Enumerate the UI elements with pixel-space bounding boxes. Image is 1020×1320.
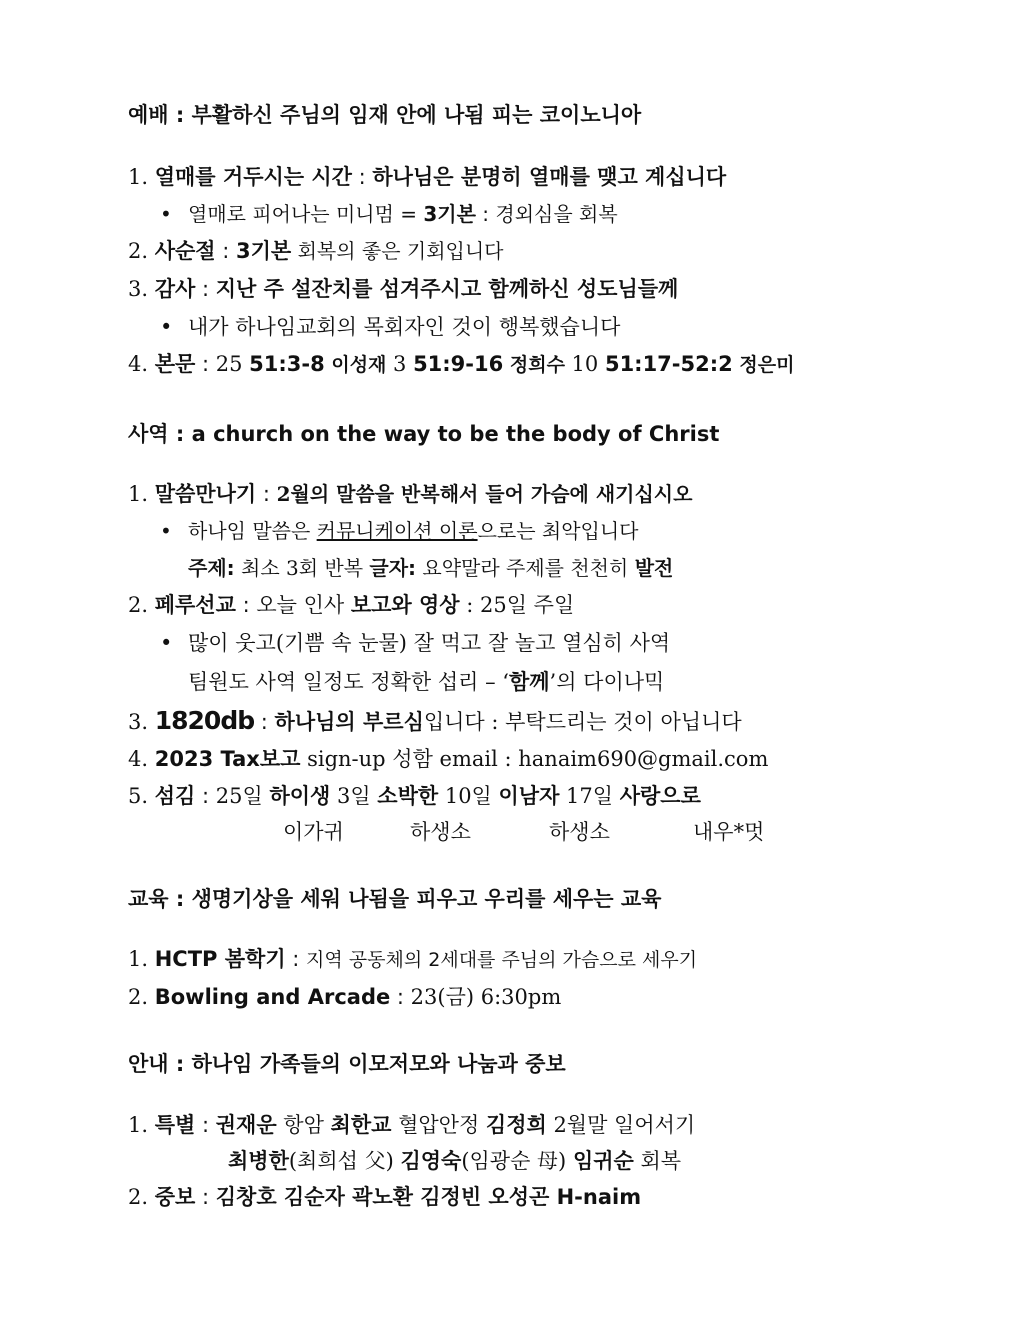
reader: 정은미 <box>732 354 795 376</box>
ministry-item-1-bullet <box>160 517 638 545</box>
label-theme: 주제: <box>188 556 235 580</box>
text-bold: 보고와 영상 <box>350 593 460 617</box>
item-number: 2. <box>128 985 149 1009</box>
text: 혈압안정 <box>391 1113 486 1137</box>
bullet-underline: 커뮤니케이션 이론 <box>316 519 478 543</box>
bullet-text-post: 으로는 최악입니다 <box>477 519 639 543</box>
item-separator: : <box>215 239 237 263</box>
item-text: 23(금) 6:30pm <box>410 985 562 1009</box>
bullet-icon: • <box>160 315 173 339</box>
group-name: 이남자 <box>498 784 560 808</box>
date: 3일 <box>330 784 378 808</box>
ministry-heading: 사역 : a church on the way to be the body of Christ <box>128 422 720 446</box>
worship-item-3-bullet <box>160 313 620 341</box>
item-text: 2월의 말씀을 반복해서 들어 가슴에 새기십시오 <box>276 482 693 506</box>
bullet-icon: • <box>160 519 172 543</box>
person-name: 김영숙 <box>400 1149 462 1173</box>
bullet-text: 내가 하나임교회의 목회자인 것이 행복했습니다 <box>188 315 621 339</box>
text: ’의 다이나믹 <box>549 670 665 694</box>
item-text: 회복의 좋은 기회입니다 <box>291 239 504 263</box>
worship-item-2 <box>128 237 504 265</box>
text-bold: 하나님의 부르심 <box>274 710 424 734</box>
worship-item-1-bullet <box>160 200 618 228</box>
item-title: 2023 Tax보고 <box>154 747 301 771</box>
reader: 이성재 <box>324 354 394 376</box>
item-title: HCTP 봄학기 <box>154 947 286 971</box>
text: 팀원도 사역 일정도 정확한 섭리 – ‘ <box>188 670 509 694</box>
education-heading: 교육 : 생명기상을 세워 나됨을 피우고 우리를 세우는 교육 <box>128 887 662 911</box>
item-number: 2. <box>128 1185 149 1209</box>
bullet-icon: • <box>160 631 173 655</box>
item-separator: : <box>195 1185 216 1209</box>
verse: 51:3-8 <box>249 352 325 376</box>
text-bold: 함께 <box>508 670 550 694</box>
item-bold: 3기본 <box>236 239 292 263</box>
ministry-item-5-sub-2: 하생소 <box>410 820 471 844</box>
notice-heading: 안내 : 하나임 가족들의 이모저모와 나눔과 중보 <box>128 1052 566 1076</box>
ministry-item-2-bullet <box>160 629 670 657</box>
person-name: 권재운 <box>215 1113 277 1137</box>
label-develop: 발전 <box>634 556 674 580</box>
item-number: 2. <box>128 593 149 617</box>
item-title: 중보 <box>154 1185 196 1209</box>
ministry-item-4 <box>128 745 768 773</box>
education-item-2 <box>128 983 561 1011</box>
text: 회복 <box>633 1149 682 1173</box>
item-number: 2. <box>128 239 149 263</box>
ministry-item-5-sub-3: 하생소 <box>549 820 610 844</box>
text: 항암 <box>276 1113 331 1137</box>
date: 17일 <box>559 784 620 808</box>
bullet-text: 많이 웃고(기쁨 속 눈물) 잘 먹고 잘 놀고 열심히 사역 <box>188 631 671 655</box>
person-name: 최병한 <box>228 1149 289 1173</box>
1820db-logo: 1820db <box>154 706 255 735</box>
item-separator: : <box>235 593 257 617</box>
item-separator: : <box>351 165 373 189</box>
item-separator: : <box>254 710 275 734</box>
item-separator: : <box>195 352 216 376</box>
item-separator: : <box>195 1113 216 1137</box>
item-title: 페루선교 <box>154 593 236 617</box>
worship-item-4 <box>128 350 794 379</box>
item-title: 본문 <box>154 352 196 376</box>
item-number: 3. <box>128 710 149 734</box>
item-separator: : <box>390 985 411 1009</box>
worship-item-3 <box>128 275 678 303</box>
ministry-item-5 <box>128 782 701 810</box>
ministry-item-5-sub-4: 내우*멋 <box>693 820 765 844</box>
label-letter: 글자: <box>369 556 417 580</box>
date: 3 <box>393 352 414 376</box>
bullet-text: 열매로 피어나는 미니멈 = <box>188 202 424 226</box>
text: : 25일 주일 <box>459 593 575 617</box>
date: 10 <box>571 352 605 376</box>
bullet-text-post: : 경외심을 회복 <box>475 202 618 226</box>
item-separator: : <box>195 784 216 808</box>
verse: 51:17-52:2 <box>604 352 733 376</box>
notice-item-1-cont <box>228 1147 681 1175</box>
item-number: 1. <box>128 1113 149 1137</box>
ministry-item-1-detail <box>188 554 673 582</box>
item-text: 지역 공동체의 2세대를 주님의 가슴으로 세우기 <box>306 949 698 971</box>
text: (최희섭 父) <box>288 1149 401 1173</box>
group-name: 하이생 <box>269 784 331 808</box>
person-name: 김정희 <box>485 1113 547 1137</box>
ministry-item-5-sub-1: 이가귀 <box>283 820 344 844</box>
item-number: 1. <box>128 482 149 506</box>
item-number: 1. <box>128 165 149 189</box>
education-item-1 <box>128 945 697 974</box>
item-title: 사순절 <box>154 239 216 263</box>
bullet-text: 하나임 말씀은 <box>188 519 317 543</box>
item-title: 특별 <box>154 1113 196 1137</box>
date: 10일 <box>438 784 499 808</box>
item-number: 4. <box>128 747 149 771</box>
verse: 51:9-16 <box>413 352 504 376</box>
item-number: 1. <box>128 947 149 971</box>
reader: 정희수 <box>503 354 572 376</box>
item-title: 열매를 거두시는 시간 <box>154 165 352 189</box>
text: (임광순 母) <box>461 1149 573 1173</box>
ministry-item-2 <box>128 591 574 619</box>
date: 25일 <box>215 784 270 808</box>
date: 25 <box>215 352 250 376</box>
item-separator: : <box>195 277 216 301</box>
person-name: 임귀순 <box>572 1149 634 1173</box>
item-separator: : <box>256 482 277 506</box>
item-text: 김창호 김순자 곽노환 김정빈 오성곤 H-naim <box>215 1185 642 1209</box>
item-text: sign-up 성함 email : hanaim690@gmail.com <box>300 747 769 771</box>
ministry-item-3 <box>128 707 742 736</box>
text: 요약말라 주제를 천천히 <box>416 556 635 580</box>
person-name: 최한교 <box>330 1113 392 1137</box>
item-title: 감사 <box>154 277 196 301</box>
item-title: 말씀만나기 <box>154 482 257 506</box>
item-number: 3. <box>128 277 149 301</box>
notice-item-1 <box>128 1111 695 1139</box>
item-separator: : <box>285 947 307 971</box>
item-number: 4. <box>128 352 149 376</box>
group-name: 사랑으로 <box>619 784 701 808</box>
worship-heading: 예배 : 부활하신 주님의 임재 안에 나됨 피는 코이노니아 <box>128 103 642 127</box>
notice-item-2 <box>128 1183 641 1211</box>
item-title: 섬김 <box>154 784 196 808</box>
worship-item-1 <box>128 163 726 191</box>
bullet-bold: 3기본 <box>423 202 476 226</box>
item-title: Bowling and Arcade <box>154 985 391 1009</box>
item-text: 지난 주 설잔치를 섬겨주시고 함께하신 성도님들께 <box>215 277 679 301</box>
text: 입니다 : 부탁드리는 것이 아닙니다 <box>423 710 742 734</box>
text: 2월말 일어서기 <box>546 1113 696 1137</box>
bullet-icon: • <box>160 202 172 226</box>
group-name: 소박한 <box>377 784 439 808</box>
text: 최소 3회 반복 <box>234 556 370 580</box>
item-text: 하나님은 분명히 열매를 맺고 계십니다 <box>372 165 727 189</box>
ministry-item-1 <box>128 480 692 508</box>
item-number: 5. <box>128 784 149 808</box>
ministry-item-2-detail <box>188 668 664 696</box>
text: 오늘 인사 <box>256 593 351 617</box>
